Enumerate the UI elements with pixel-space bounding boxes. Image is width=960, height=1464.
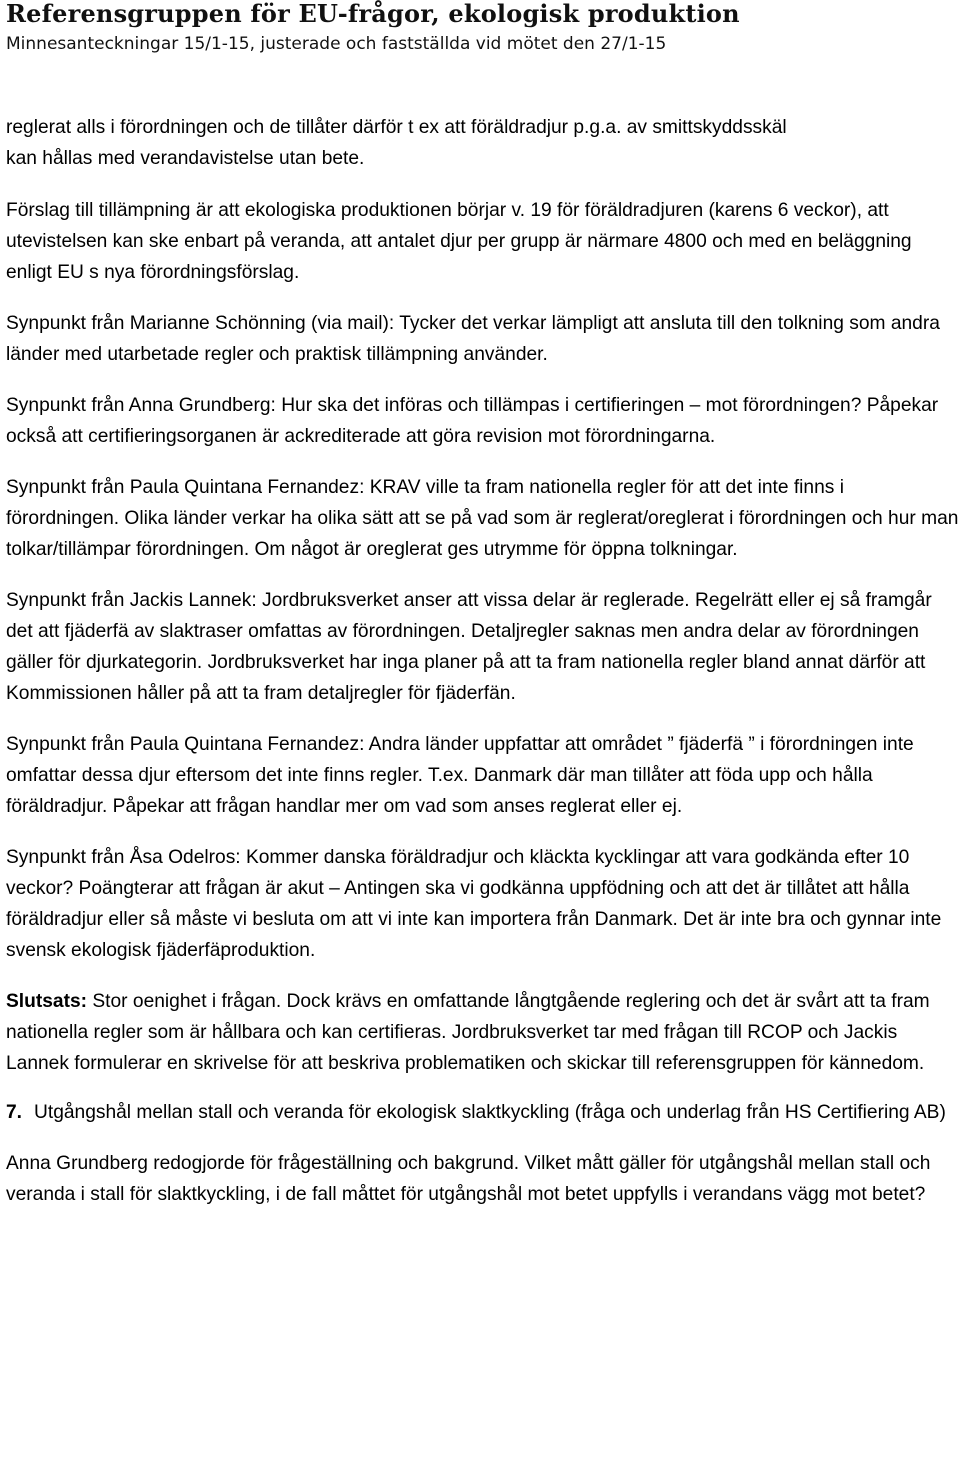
agenda-item-number: 7. <box>6 1102 23 1123</box>
paragraph-comment-quintana: Synpunkt från Paula Quintana Fernandez: KRAV ville ta fram nationella regler för att det inte finns i förordningen. Olika länder verkar ha olika sätt att se på vad som är reglerat/oreglerat i förordningen och hur man tolkar/tillämpar förordningen. Om något är oreglerat ges utrymme för öppna tolkningar. <box>6 477 959 560</box>
agenda-item-heading: Utgångshål mellan stall och veranda för ekologisk slaktkyckling (fråga och underlag från HS Certifiering AB) <box>34 1102 946 1123</box>
paragraph-conclusion <box>6 986 960 1079</box>
paragraph-proposal: Förslag till tillämpning är att ekologiska produktionen börjar v. 19 för föräldradjuren (karens 6 veckor), att utevistelsen kan ske enbart på veranda, att antalet djur per grupp är närmare 4800 och med en beläggning enligt EU s nya förordningsförslag. <box>6 200 912 283</box>
conclusion-label: Slutsats: <box>6 991 88 1012</box>
paragraph-comment-lannek: Synpunkt från Jackis Lannek: Jordbruksverket anser att vissa delar är reglerade. Regelrätt eller ej så framgår det att fjäderfä av slaktraser omfattas av förordningen. Detaljregler saknas men andra delar av förordningen gäller för djurkategorin. Jordbruksverket har inga planer på att ta fram nationella regler bland annat därför att Kommissionen håller på att ta fram detaljregler för fjäderfän. <box>6 590 932 704</box>
paragraph-line: reglerat alls i förordningen och de tillåter därför t ex att föräldradjur p.g.a. av smittskyddsskäl <box>6 117 787 138</box>
page-header <box>6 0 956 55</box>
document-title: Referensgruppen för EU-frågor, ekologisk produktion <box>6 0 740 28</box>
paragraph-comment-odelros: Synpunkt från Åsa Odelros: Kommer danska föräldradjur och kläckta kycklingar att vara godkända efter 10 veckor? Poängterar att frågan är akut – Antingen ska vi godkänna uppfödning och att det är tillåtet att hålla föräldradjur eller så måste vi besluta om att vi inte kan importera från Danmark. Det är inte bra och gynnar inte svensk ekologisk fjäderfäproduktion. <box>6 847 942 961</box>
document-subtitle: Minnesanteckningar 15/1-15, justerade och fastställda vid mötet den 27/1-15 <box>6 34 667 54</box>
paragraph-grundberg-background: Anna Grundberg redogjorde för frågeställning och bakgrund. Vilket mått gäller för utgångshål mellan stall och veranda i stall för slaktkyckling, i de fall måttet för utgångshål mot betet uppfylls i verandans vägg mot betet? <box>6 1153 931 1205</box>
document-body <box>6 112 960 1210</box>
agenda-item-7 <box>6 1097 960 1128</box>
paragraph-continuation <box>6 112 960 174</box>
paragraph-comment-grundberg: Synpunkt från Anna Grundberg: Hur ska det införas och tillämpas i certifieringen – mot förordningen? Påpekar också att certifieringsorganen är ackrediterade att göra revision mot förordningarna. <box>6 395 939 447</box>
conclusion-text: Stor oenighet i frågan. Dock krävs en omfattande långtgående reglering och det är svårt att ta fram nationella regler som är hållbara och kan certifieras. Jordbruksverket tar med frågan till RCOP och Jackis Lannek formulerar en skrivelse för att beskriva problematiken och skickar till referensgruppen för kännedom. <box>6 991 930 1074</box>
paragraph-comment-schonning: Synpunkt från Marianne Schönning (via mail): Tycker det verkar lämpligt att ansluta till den tolkning som andra länder med utarbetade regler och praktisk tillämpning använder. <box>6 313 940 365</box>
paragraph-comment-quintana-2: Synpunkt från Paula Quintana Fernandez: Andra länder uppfattar att området ” fjäderfä ” i förordningen inte omfattar dessa djur eftersom det inte finns regler. T.ex. Danmark där man tillåter att föda upp och hålla föräldradjur. Påpekar att frågan handlar mer om vad som anses reglerat eller ej. <box>6 734 914 817</box>
paragraph-line: kan hållas med verandavistelse utan bete. <box>6 148 365 169</box>
